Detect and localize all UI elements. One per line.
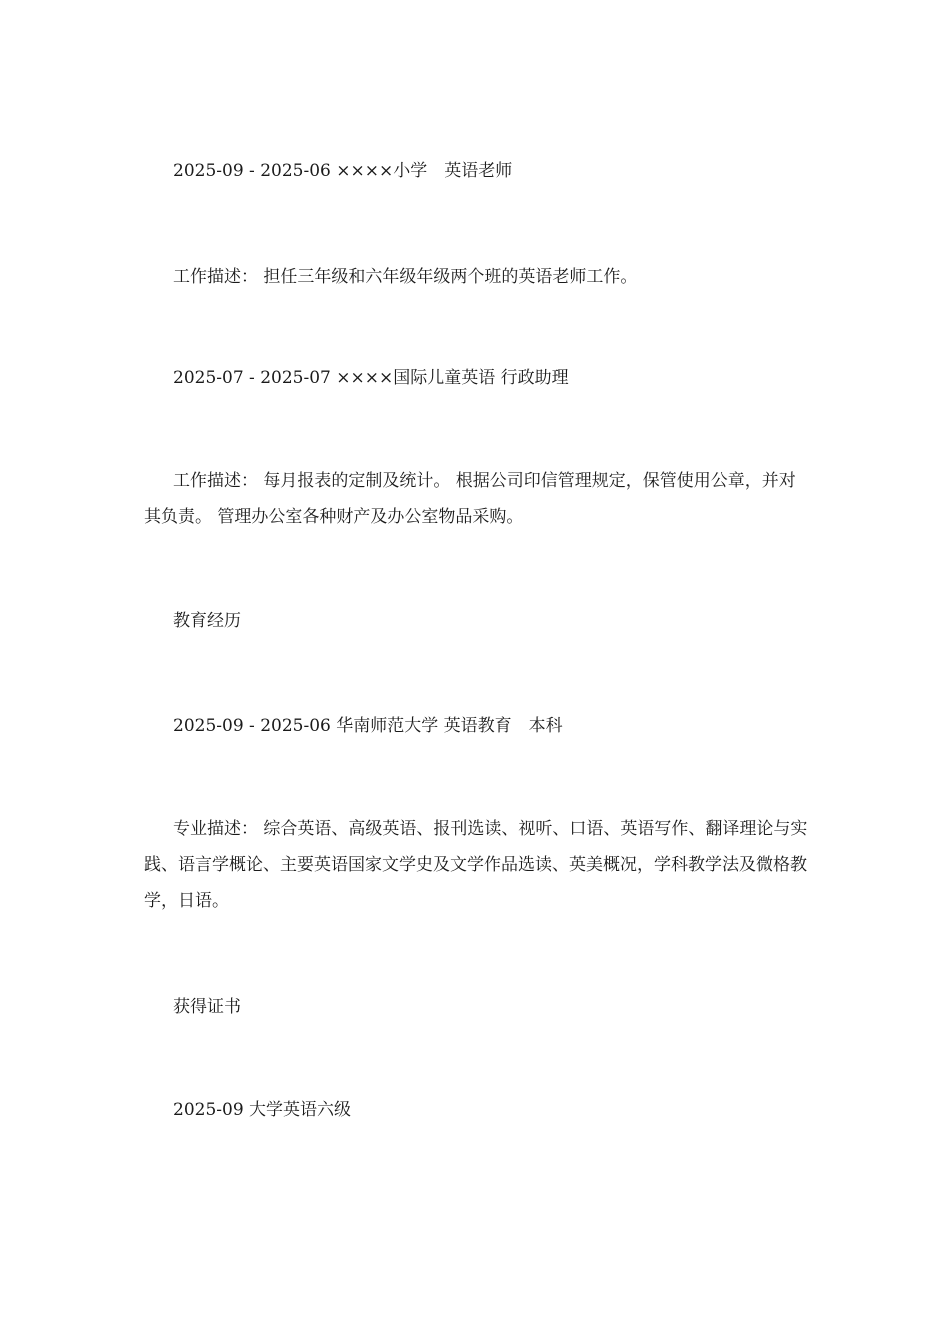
work-experience-entry-2: 2025-07 - 2025-07 ××××国际儿童英语 行政助理 (173, 368, 569, 388)
certificates-heading: 获得证书 (173, 997, 241, 1017)
education-entry: 2025-09 - 2025-06 华南师范大学 英语教育 本科 (173, 716, 563, 736)
education-heading: 教育经历 (173, 611, 241, 631)
certificate-entry: 2025-09 大学英语六级 (173, 1100, 352, 1120)
work-experience-entry-1: 2025-09 - 2025-06 ××××小学 英语老师 (173, 161, 513, 181)
major-description: 专业描述： 综合英语、高级英语、报刊选读、视听、口语、英语写作、翻译理论与实践、语言学概论、主要英语国家文学史及文学作品选读、英美概况，学科教学法及微格教学，日语。 (144, 819, 808, 911)
work-description-1: 工作描述： 担任三年级和六年级年级两个班的英语老师工作。 (173, 267, 638, 287)
work-description-2: 工作描述： 每月报表的定制及统计。 根据公司印信管理规定，保管使用公章，并对其负责。 管理办公室各种财产及办公室物品采购。 (144, 471, 796, 527)
